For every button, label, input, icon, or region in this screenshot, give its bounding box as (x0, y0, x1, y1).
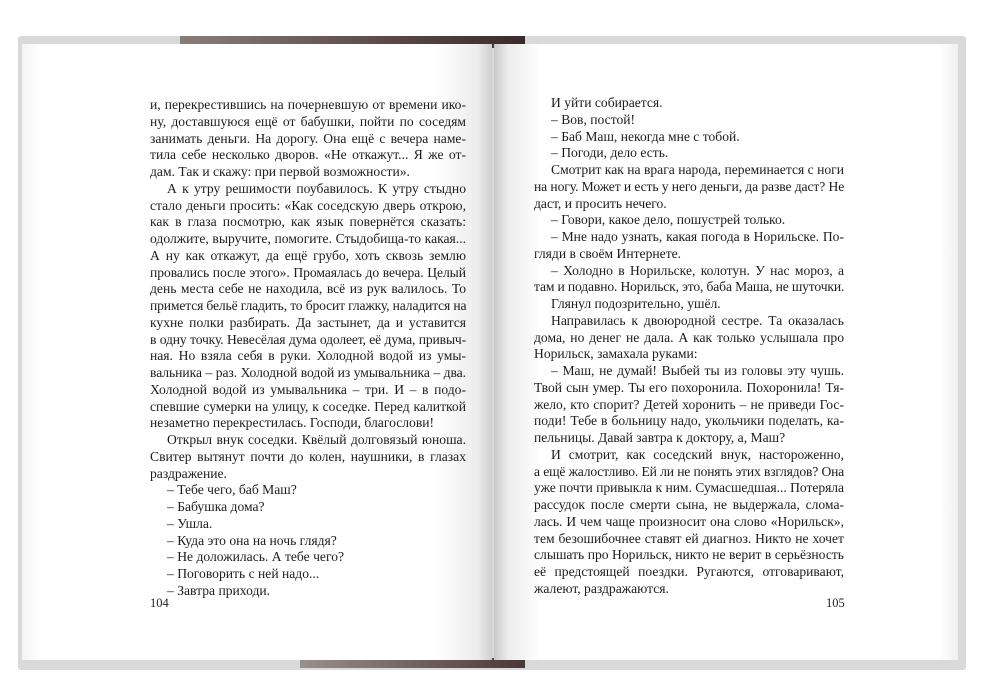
paragraph (534, 212, 844, 229)
text-line: и, перекрестившись на почерневшую от времени ико- (150, 97, 466, 112)
text-line: поди! Тебе в больницу надо, укольчики поделать, ка- (534, 413, 844, 429)
paragraph (150, 499, 466, 516)
text-line: А ну как откажут, да ещё грубо, хоть сквозь землю (150, 247, 466, 263)
paragraph (150, 516, 466, 533)
text-line: раздражение. (150, 465, 227, 481)
text-line: И смотрит, как соседский внук, настороженно, (551, 446, 844, 462)
text-line: тем безошибочнее ставят ей диагноз. Никто не хочет (534, 530, 844, 546)
text-line: – Говори, какое дело, пошустрей только. (551, 212, 786, 228)
paragraph (150, 533, 466, 550)
text-line: – Тебе чего, баб Маш? (167, 482, 297, 498)
text-line: рассудок после смерти сына, не выдержала, слома- (534, 497, 844, 512)
text-line: – Вов, постой! (551, 111, 636, 127)
paragraph (534, 112, 844, 129)
text-line: даст, и просить нечего. (534, 195, 667, 211)
text-line: – Погоди, дело есть. (551, 145, 669, 161)
text-line: дам. Так и скажу: при первой возможности». (150, 164, 410, 179)
text-line: ну, доставшуюся ещё от бабушки, пойти по соседям (150, 113, 466, 129)
paragraph (150, 549, 466, 566)
paragraph (150, 566, 466, 583)
paragraph (534, 313, 844, 363)
text-line: Свитер вытянут почти до колен, наушники, в глазах (150, 448, 466, 464)
paragraph (534, 363, 844, 447)
text-line: в одну точку. Невесёлая дума одолеет, её дума, привыч- (150, 331, 466, 347)
text-line: – Ушла. (167, 515, 213, 531)
left-page-number: 104 (150, 596, 169, 610)
paragraph (534, 263, 844, 297)
right-page-number: 105 (826, 596, 845, 610)
paragraph (534, 129, 844, 146)
text-line: Глянул подозрительно, ушёл. (551, 296, 721, 311)
text-line: – Бабушка дома? (167, 499, 265, 514)
text-line: ная. Но взяла себя в руки. Холодной водой из умы- (150, 348, 466, 364)
text-line: гляди в своём Интернете. (534, 245, 682, 261)
text-line: на ногу. Может и есть у него деньги, да разве даст? Не (534, 178, 845, 194)
text-line: занимать деньги. На дорогу. Она ещё с вечера наме- (150, 130, 466, 146)
text-line: Твой сын умер. Ты его похоронила. Похоронила! Тя- (534, 379, 844, 395)
text-line: А к утру решимости поубавилось. К утру стыдно (167, 180, 466, 196)
text-line: – Не доложилась. А тебе чего? (167, 549, 345, 565)
text-line: примется бельё гладить, то бросит глажку, наладится на (150, 298, 467, 313)
paragraph (150, 432, 466, 482)
paragraph (534, 229, 844, 263)
text-line: слышать про Норильск, никто не верит в серьёзность (534, 547, 844, 563)
text-line: спевшие сумерки на улицу, к соседке. Перед калиткой (150, 398, 466, 414)
paragraph (150, 181, 466, 432)
paragraph (534, 162, 844, 212)
text-line: – Завтра приходи. (167, 582, 271, 598)
text-line: – Баб Маш, некогда мне с тобой. (551, 128, 740, 144)
text-line: а ещё жалостливо. Ей ли не понять этих взглядов? Она (534, 463, 844, 479)
text-line: стало деньги просить: «Как соседскую дверь открою, (150, 197, 466, 213)
text-line: её предстоящей поездки. Ругаются, отговаривают, (534, 564, 844, 579)
text-line: дома, но денег не дала. А как только услышала про (534, 329, 844, 345)
text-line: день места себе не находила, всё из рук валилось. То (150, 281, 466, 297)
text-line: вальника – раз. Холодной водой из умывальника – два. (150, 365, 466, 380)
paragraph (150, 482, 466, 499)
text-line: – Поговорить с ней надо... (167, 566, 320, 581)
text-line: Холодной водой из умывальника – три. И – в подо- (150, 381, 466, 397)
paragraph (150, 583, 466, 600)
text-line: – Маш, не думай! Выбей ты из головы эту чушь. (551, 363, 844, 378)
text-line: Смотрит как на врага народа, переминается с ноги (551, 162, 844, 177)
paragraph (150, 97, 466, 181)
text-line: жело, кто спорит? Детей хоронить – не приведи Гос- (534, 396, 844, 412)
paragraph (534, 447, 844, 598)
text-line: провались после этого». Промаялась до вечера. Целый (150, 264, 466, 280)
paragraph (534, 145, 844, 162)
text-line: Норильск, замахала руками: (534, 346, 698, 362)
text-line: там и подавно. Норильск, это, баба Маша, не шуточки. (534, 279, 845, 295)
text-line: тила себе несколько дворов. «Не откажут... Я же от- (150, 147, 466, 163)
right-page-text (534, 95, 844, 598)
text-line: пельницы. Давай завтра к доктору, а, Маш? (534, 430, 786, 445)
text-line: И уйти собирается. (551, 95, 663, 110)
text-line: – Куда это она на ночь глядя? (167, 532, 337, 548)
left-page-text (150, 97, 466, 600)
text-line: незаметно перекрестилась. Господи, благослови! (150, 415, 435, 431)
text-line: как в глаза посмотрю, как язык повернётся сказать: (150, 214, 466, 230)
text-line: – Холодно в Норильске, колотун. У нас мороз, а (551, 262, 844, 278)
text-line: уже почти привыкла к ним. Сумасшедшая... Потеряла (534, 480, 844, 496)
text-line: одолжите, выручите, помогите. Стыдобища-то какая... (150, 231, 466, 246)
paragraph (534, 95, 844, 112)
paragraph (534, 296, 844, 313)
text-line: – Мне надо узнать, какая погода в Норильске. По- (551, 229, 844, 244)
text-line: лась. И чем чаще произносит она слово «Норильск», (534, 513, 844, 529)
text-line: Открыл внук соседки. Квёлый долговязый юноша. (167, 432, 466, 447)
text-line: жалеют, раздражаются. (534, 580, 669, 596)
text-line: кухне полки разбирать. Да застынет, да и уставится (150, 314, 466, 330)
text-line: Направилась к двоюродной сестре. Та оказалась (551, 312, 844, 328)
